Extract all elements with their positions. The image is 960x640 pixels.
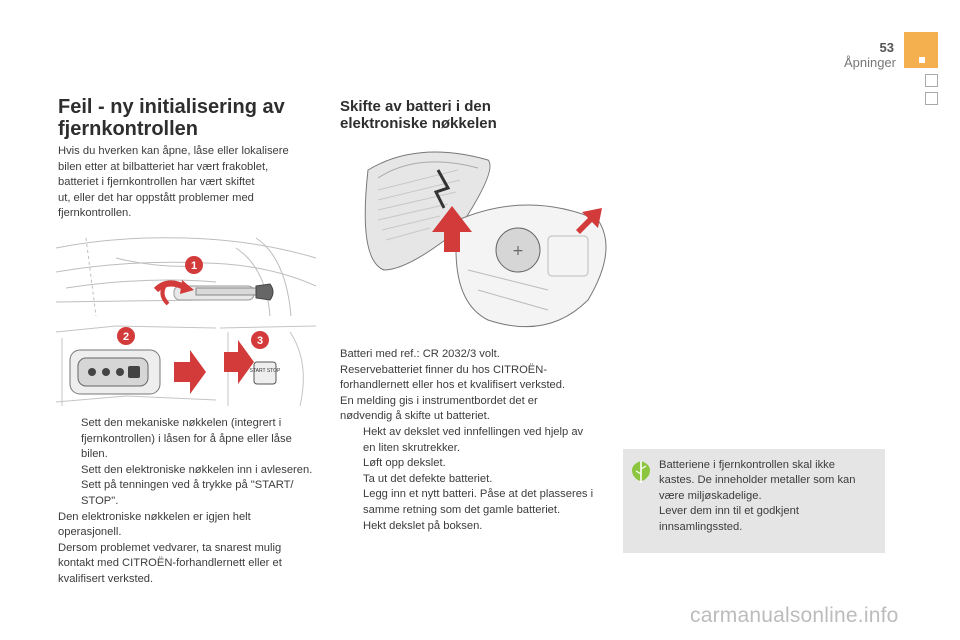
text-line: bilen etter at bilbatteriet har vært frakoblet,: [58, 160, 269, 173]
intro-paragraph: [58, 144, 320, 222]
text-line: batteriet i fjernkontrollen har vært skiftet: [58, 176, 255, 189]
initialisation-steps: [58, 416, 320, 588]
list-item-text: Legg inn et nytt batteri. Påse at det plasseres i samme retning som det gamle batteriet.: [363, 488, 594, 516]
list-item-text: Hekt dekslet på boksen.: [363, 519, 483, 532]
text-line: Hvis du hverken kan åpne, låse eller lokalisere: [58, 145, 289, 157]
key-reader-illustration: [56, 322, 216, 406]
tab-square-empty[interactable]: [925, 74, 938, 87]
note-line: Lever dem inn til et godkjent: [659, 505, 799, 518]
list-item-text: Hekt av dekslet ved innfellingen ved hjelp av en liten skrutrekker.: [363, 425, 584, 454]
list-item: [58, 478, 320, 509]
text-line: Batteri med ref.: CR 2032/3 volt.: [340, 348, 500, 360]
text-line: kvalifisert verksted.: [58, 572, 154, 585]
note-line: kastes. De inneholder metaller som kan: [659, 474, 856, 487]
list-item-text: Ta ut det defekte batteriet.: [363, 472, 493, 485]
text-line: operasjonell.: [58, 526, 122, 539]
text-line: forhandlernett eller hos et kvalifisert verksted.: [340, 379, 566, 392]
tab-square-empty[interactable]: [925, 92, 938, 105]
svg-text:+: +: [512, 243, 524, 259]
list-item: [58, 463, 320, 479]
text-line: kontakt med CITROËN-forhandlernett eller et: [58, 557, 282, 570]
battery-replacement-illustration: [348, 140, 618, 340]
watermark: carmanualsonline.info: [690, 604, 899, 627]
callout-number-2: 2: [122, 331, 130, 343]
tab-marker: [919, 57, 925, 63]
text-line: En melding gis i instrumentbordet det er: [340, 394, 538, 407]
list-item: [340, 472, 598, 488]
list-item-text: Sett den elektroniske nøkkelen inn i avleseren.: [81, 463, 313, 476]
section-title: Feil - ny initialisering av fjernkontrollen: [58, 96, 285, 140]
text-line: Dersom problemet vedvarer, ta snarest mulig: [58, 541, 282, 554]
section-name: Åpninger: [843, 55, 896, 70]
list-item: [340, 456, 598, 472]
list-item: [340, 519, 598, 535]
list-item: [340, 487, 598, 518]
text-line: Reservebatteriet finner du hos CITROËN-: [340, 363, 548, 376]
note-line: Batteriene i fjernkontrollen skal ikke: [659, 459, 835, 471]
section-title: Skifte av batteri i den elektroniske nøkkelen: [340, 98, 497, 132]
battery-instructions: [340, 347, 598, 534]
callout-number-3: 3: [256, 335, 264, 347]
list-item: [340, 425, 598, 456]
key-in-lock-illustration: [56, 228, 316, 316]
list-item-text: Sett på tenningen ved å trykke på "START/ STOP".: [81, 479, 294, 507]
section-tab[interactable]: [904, 32, 938, 68]
list-item: [58, 416, 320, 463]
environment-note: [623, 449, 885, 553]
list-item-text: Sett den mekaniske nøkkelen (integrert i fjernkontrollen) i låsen for å åpne eller låse bilen.: [81, 417, 292, 461]
leaf-icon: [629, 459, 653, 490]
note-line: være miljøskadelige.: [659, 489, 762, 502]
list-item-text: Løft opp dekslet.: [363, 457, 446, 470]
text-line: Den elektroniske nøkkelen er igjen helt: [58, 510, 251, 523]
text-line: ut, eller det har oppstått problemer med: [58, 191, 254, 204]
callout-number-1: 1: [190, 260, 198, 272]
page-number: 53: [879, 40, 894, 55]
text-line: fjernkontrollen.: [58, 207, 132, 220]
text-line: nødvendig å skifte ut batteriet.: [340, 410, 490, 423]
start-stop-illustration: [220, 322, 316, 406]
start-stop-label: START STOP: [249, 368, 281, 374]
note-line: innsamlingssted.: [659, 520, 743, 533]
